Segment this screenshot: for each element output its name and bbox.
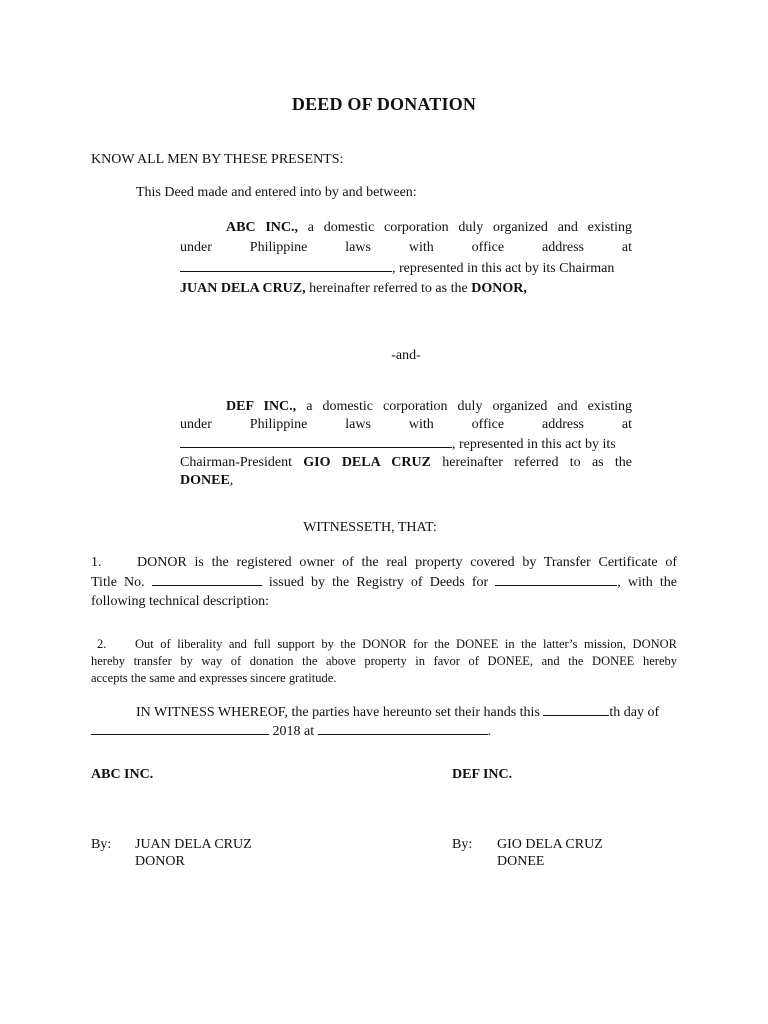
party1-name: ABC INC., — [226, 220, 298, 235]
party1-line-2: under Philippine laws with office address at — [180, 240, 632, 255]
clause-2-line-3: accepts the same and expresses sincere gratitude. — [91, 671, 337, 685]
party2-line-2: under Philippine laws with office address at — [180, 417, 632, 432]
signature-left-by: By: — [91, 837, 112, 852]
place-blank — [318, 721, 488, 735]
clause-1-line-3: following technical description: — [91, 594, 270, 609]
witness-line-2: 2018 at . — [91, 721, 677, 740]
office-address-blank — [180, 434, 452, 448]
month-blank — [91, 721, 269, 735]
signature-right-company: DEF INC. — [452, 767, 513, 782]
clause-2-line-1: 2. Out of liberality and full support by the DONOR for the DONEE in the latter’s mission, DONOR — [91, 636, 677, 653]
office-address-blank — [180, 258, 392, 272]
signature-left-company: ABC INC. — [91, 767, 154, 782]
witness-clause — [91, 702, 677, 740]
party2-line-1: DEF INC., a domestic corporation duly organized and existing — [226, 399, 632, 414]
party1-line-3: , represented in this act by its Chairman — [180, 258, 632, 279]
intro-line: This Deed made and entered into by and between: — [136, 185, 417, 200]
day-blank — [543, 702, 609, 716]
signature-left-role: DONOR — [135, 854, 185, 869]
registry-blank — [495, 572, 617, 586]
party2-name: DEF INC., — [226, 399, 297, 414]
party1-line-4: JUAN DELA CRUZ, hereinafter referred to as the DONOR, — [180, 281, 527, 296]
clause-2 — [91, 636, 677, 687]
party1-line-1: ABC INC., a domestic corporation duly organized and existing — [226, 220, 633, 235]
party2-role: DONEE — [180, 473, 230, 488]
clause-1-line-2: Title No. issued by the Registry of Deeds for , with the — [91, 572, 677, 592]
clause-1-number: 1. — [91, 555, 102, 570]
party2-representative: GIO DELA CRUZ — [303, 455, 431, 470]
title-number-blank — [152, 572, 262, 586]
signature-left-name: JUAN DELA CRUZ — [135, 837, 252, 852]
clause-1-line-1: 1. DONOR is the registered owner of the real property covered by Transfer Certificate of — [91, 555, 677, 570]
opening-line: KNOW ALL MEN BY THESE PRESENTS: — [91, 152, 344, 167]
witness-line-1: IN WITNESS WHEREOF, the parties have hereunto set their hands this th day of — [91, 702, 677, 721]
witnesseth-heading: WITNESSETH, THAT: — [303, 520, 437, 535]
party1-representative: JUAN DELA CRUZ, — [180, 281, 306, 296]
party2-paragraph — [180, 398, 632, 490]
document-title: DEED OF DONATION — [291, 94, 477, 114]
clause-1 — [91, 553, 677, 611]
party2-line-3: , represented in this act by its — [180, 434, 632, 454]
party1-role: DONOR, — [471, 281, 527, 296]
signature-right-role: DONEE — [497, 854, 545, 869]
party1-paragraph — [180, 218, 632, 299]
clause-2-line-2: hereby transfer by way of donation the above property in favor of DONEE, and the DONEE hereby — [91, 654, 677, 668]
and-separator: -and- — [391, 348, 421, 363]
signature-right-by: By: — [452, 837, 473, 852]
party2-line-5: DONEE, — [180, 473, 234, 488]
signature-right-name: GIO DELA CRUZ — [497, 837, 603, 852]
clause-2-number: 2. — [97, 637, 107, 651]
party2-line-4: Chairman-President GIO DELA CRUZ hereinafter referred to as the — [180, 455, 633, 470]
